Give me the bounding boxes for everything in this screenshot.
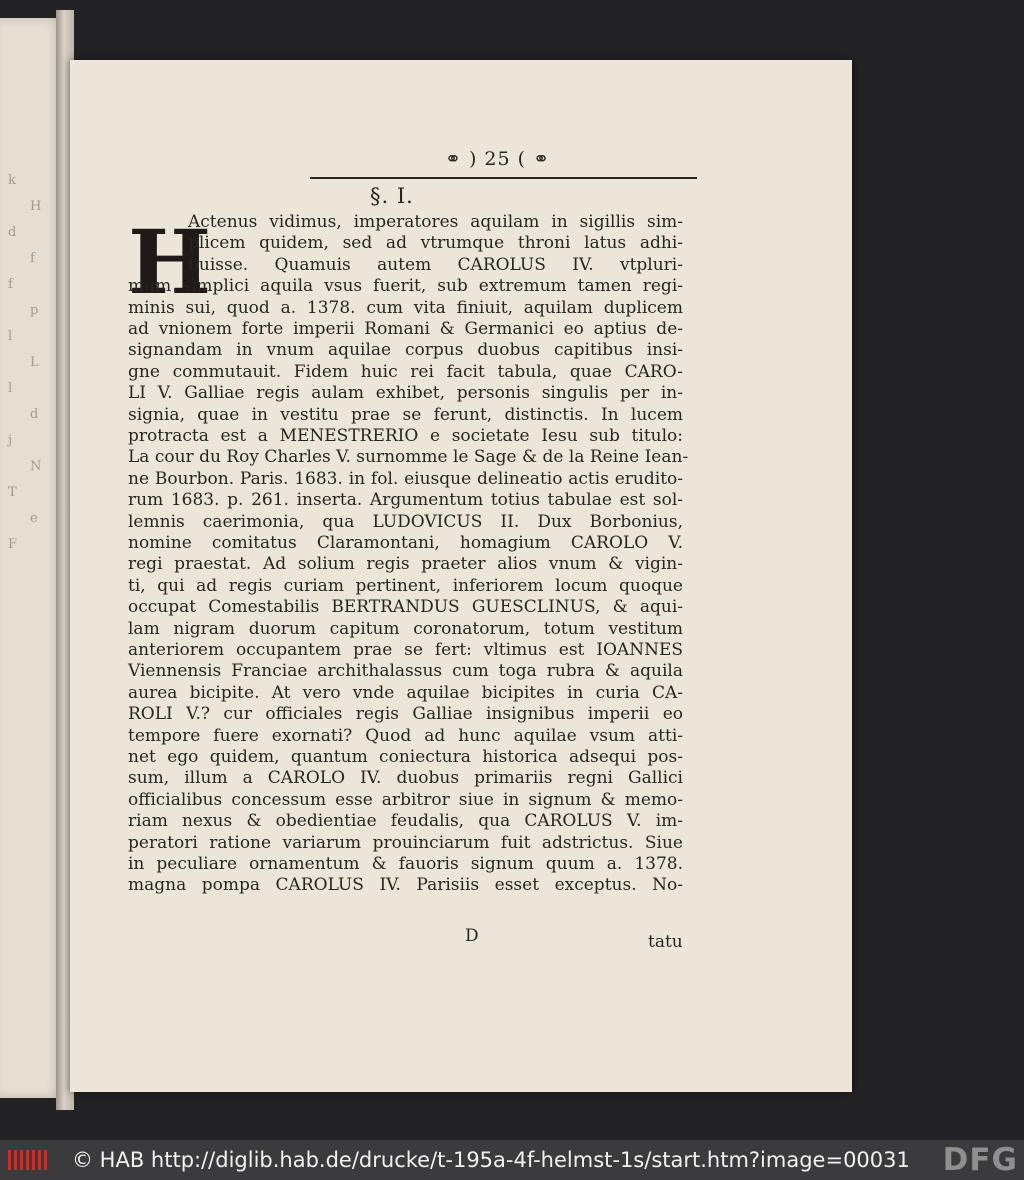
text-line: gne commutauit. Fidem huic rei facit tabula, quae CARO-: [128, 361, 683, 382]
text-line: rum 1683. p. 261. inserta. Argumentum totius tabulae est sol-: [128, 490, 683, 511]
text-line: aurea bicipite. At vero vnde aquilae bicipites in curia CA-: [128, 682, 683, 703]
text-line: sum, illum a CAROLO IV. duobus primariis regni Gallici: [128, 768, 683, 789]
previous-page-fragment: H: [30, 199, 42, 214]
hab-logo-icon: [8, 1148, 50, 1172]
text-line: ti, qui ad regis curiam pertinent, inferiorem locum quoque: [128, 575, 683, 596]
text-line: magna pompa CAROLUS IV. Parisiis esset exceptus. No-: [128, 875, 683, 896]
text-line: regi praestat. Ad solium regis praeter alios vnum & vigin-: [128, 554, 683, 575]
text-line: Viennensis Franciae archithalassus cum toga rubra & aquila: [128, 661, 683, 682]
text-line: lemnis caerimonia, qua LUDOVICUS II. Dux Borbonius,: [128, 511, 683, 532]
text-line: riam nexus & obedientiae feudalis, qua CAROLUS V. im-: [128, 811, 683, 832]
previous-page-fragment: L: [30, 355, 39, 370]
section-mark: §. I.: [370, 184, 414, 208]
page-header: ⚭ ) 25 ( ⚭: [445, 148, 550, 170]
previous-page-fragment: j: [8, 433, 13, 448]
text-line: Actenus vidimus, imperatores aquilam in sigillis sim-: [188, 212, 683, 232]
text-line: anteriorem occupantem prae se fert: vltimus est IOANNES: [128, 640, 683, 660]
text-line: in peculiare ornamentum & fauoris signum quum a. 1378.: [128, 854, 683, 874]
previous-page-fragment: e: [30, 511, 38, 526]
text-line: tempore fuere exornati? Quod ad hunc aquilae vsum atti-: [128, 725, 683, 746]
text-line: mum simplici aquila vsus fuerit, sub extremum tamen regi-: [128, 276, 683, 297]
text-line: lam nigram duorum capitum coronatorum, totum vestitum: [128, 618, 683, 639]
footer-bar: [0, 1140, 1024, 1180]
text-line: signia, quae in vestitu prae se ferunt, distinctis. In lucem: [128, 404, 683, 425]
previous-page-fragment: T: [8, 485, 17, 500]
dfg-logo: DFG: [942, 1142, 1018, 1178]
source-link[interactable]: © HAB http://diglib.hab.de/drucke/t-195a-4f-helmst-1s/start.htm?image=00031: [72, 1148, 910, 1172]
previous-page-fragment: d: [30, 407, 39, 422]
text-line: ad vnionem forte imperii Romani & Germanici eo aptius de-: [128, 319, 683, 339]
text-line: protracta est a MENESTRERIO e societate Iesu sub titulo:: [128, 426, 683, 446]
text-line: ROLI V.? cur officiales regis Galliae insignibus imperii eo: [128, 704, 683, 725]
text-line: occupat Comestabilis BERTRANDUS GUESCLINUS, & aqui-: [128, 597, 683, 618]
text-line: buisse. Quamuis autem CAROLUS IV. vtpluri-: [188, 254, 683, 275]
previous-page-fragments: [4, 168, 54, 928]
catchword: tatu: [648, 932, 683, 952]
signature-mark: D: [465, 926, 479, 946]
header-rule: [310, 177, 697, 179]
text-line: nomine comitatus Claramontani, homagium CAROLO V.: [128, 533, 683, 553]
previous-page-fragment: d: [8, 225, 17, 240]
previous-page-fragment: p: [30, 303, 39, 318]
text-line: La cour du Roy Charles V. surnomme le Sage & de la Reine Iean-: [128, 447, 689, 468]
text-line: signandam in vnum aquilae corpus duobus capitibus insi-: [128, 340, 683, 361]
book-page: [70, 60, 852, 1092]
text-line: peratori ratione variarum prouinciarum fuit adstrictus. Siue: [128, 832, 683, 853]
text-line: LI V. Galliae regis aulam exhibet, personis singulis per in-: [128, 383, 683, 404]
previous-page-fragment: f: [30, 251, 35, 266]
text-line: officialibus concessum esse arbitror siue in signum & memo-: [128, 789, 683, 810]
previous-page-fragment: F: [8, 537, 18, 552]
text-line: net ego quidem, quantum coniectura historica adsequi pos-: [128, 747, 683, 767]
text-line: ne Bourbon. Paris. 1683. in fol. eiusque delineatio actis erudito-: [128, 468, 683, 489]
text-line: minis sui, quod a. 1378. cum vita finiuit, aquilam duplicem: [128, 297, 683, 318]
previous-page-fragment: l: [8, 329, 13, 344]
previous-page-fragment: N: [30, 459, 42, 474]
drop-capital: H: [128, 210, 212, 314]
text-line: plicem quidem, sed ad vtrumque throni latus adhi-: [188, 233, 683, 254]
previous-page-fragment: l: [8, 381, 13, 396]
previous-page-fragment: k: [8, 173, 16, 188]
previous-page-fragment: f: [8, 277, 13, 292]
previous-page-edge: [0, 18, 62, 1098]
